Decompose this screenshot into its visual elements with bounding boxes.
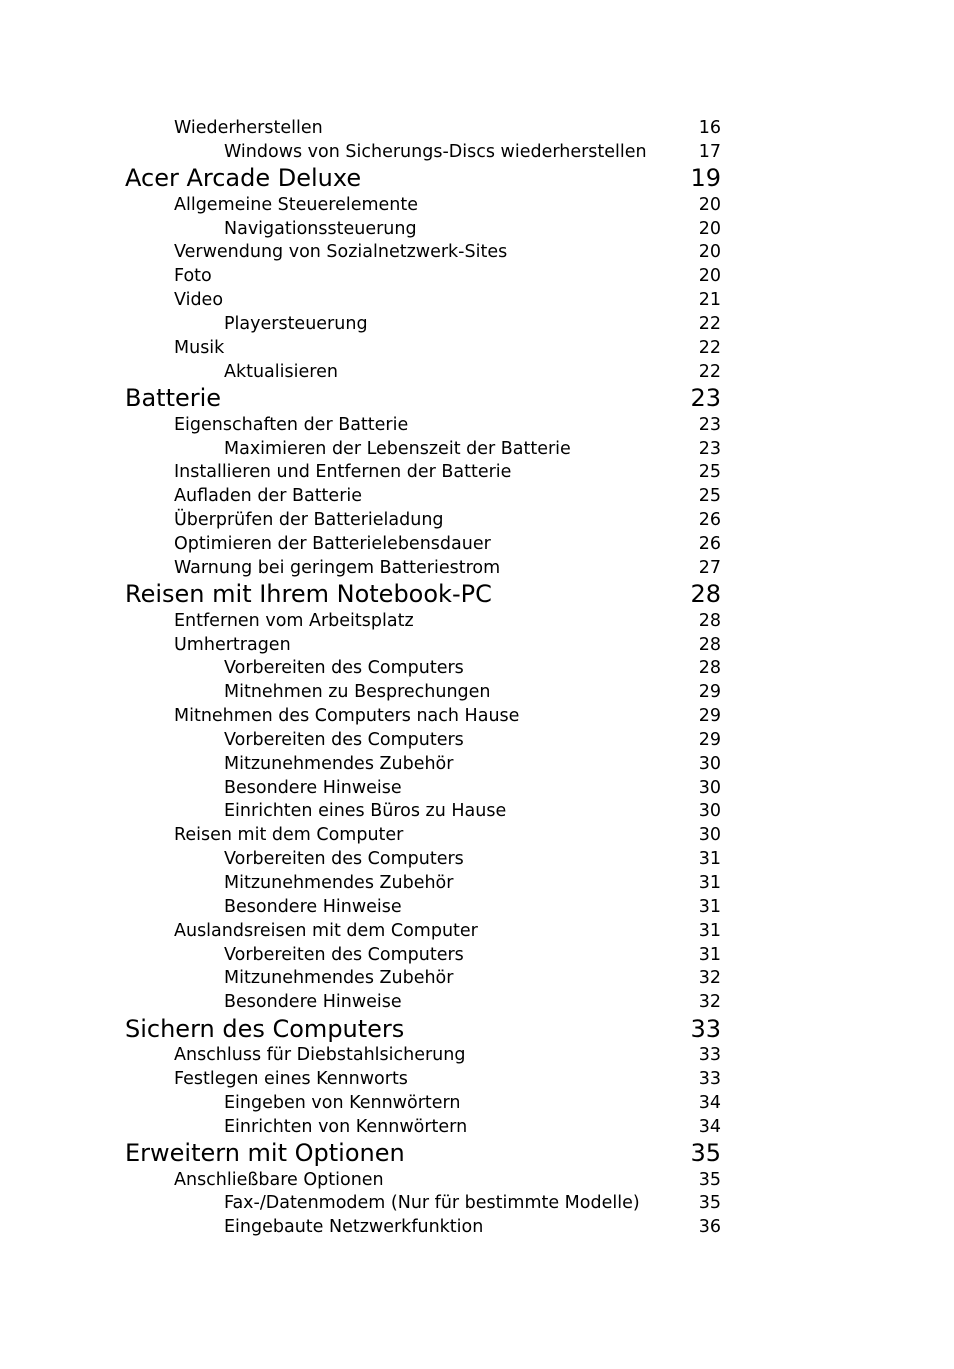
toc-entry-page-number: 34 xyxy=(698,1116,721,1137)
toc-entry-title: Foto xyxy=(174,266,212,287)
toc-entry-page-number: 32 xyxy=(698,992,721,1013)
toc-entry-page-number: 35 xyxy=(690,1139,721,1168)
toc-entry-page-number: 20 xyxy=(698,218,721,239)
toc-entry-title: Auslandsreisen mit dem Computer xyxy=(174,920,478,941)
toc-subsection[interactable] xyxy=(224,141,721,164)
toc-chapter[interactable] xyxy=(125,166,721,194)
toc-entry-page-number: 20 xyxy=(698,194,721,215)
toc-entry-title: Vorbereiten des Computers xyxy=(224,849,464,870)
toc-section[interactable] xyxy=(174,557,721,580)
toc-entry-title: Optimieren der Batterielebensdauer xyxy=(174,533,491,554)
toc-entry-title: Windows von Sicherungs-Discs wiederherstellen xyxy=(224,141,647,162)
toc-section[interactable] xyxy=(174,292,721,312)
toc-chapter[interactable] xyxy=(125,1141,721,1169)
toc-entry-page-number: 26 xyxy=(698,510,721,530)
toc-entry-title: Entfernen vom Arbeitsplatz xyxy=(174,610,414,631)
toc-entry-title: Verwendung von Sozialnetzwerk-Sites xyxy=(174,242,508,263)
toc-entry-title: Eigenschaften der Batterie xyxy=(174,414,409,435)
toc-entry-title: Video xyxy=(174,290,224,311)
toc-section[interactable] xyxy=(174,414,721,437)
toc-entry-title: Besondere Hinweise xyxy=(224,896,402,917)
toc-entry-page-number: 33 xyxy=(690,1014,721,1043)
toc-entry-title: Acer Arcade Deluxe xyxy=(125,164,362,193)
toc-section[interactable] xyxy=(174,120,721,140)
toc-subsection[interactable] xyxy=(224,1092,721,1115)
toc-subsection[interactable] xyxy=(224,944,721,967)
toc-entry-page-number: 25 xyxy=(698,486,721,507)
toc-entry-title: Playersteuerung xyxy=(224,314,368,334)
toc-entry-page-number: 32 xyxy=(698,968,721,989)
toc-entry-title: Vorbereiten des Computers xyxy=(224,944,464,965)
toc-entry-page-number: 31 xyxy=(698,920,721,941)
toc-subsection[interactable] xyxy=(224,218,721,241)
toc-entry-page-number: 31 xyxy=(698,944,721,965)
toc-subsection[interactable] xyxy=(224,1116,721,1139)
toc-subsection[interactable] xyxy=(224,660,721,680)
toc-entry-title: Mitzunehmendes Zubehör xyxy=(224,968,454,989)
toc-entry-page-number: 31 xyxy=(698,896,721,917)
toc-entry-title: Fax-/Datenmodem (Nur für bestimmte Modelle) xyxy=(224,1193,640,1214)
toc-entry-title: Anschluss für Diebstahlsicherung xyxy=(174,1045,466,1066)
toc-entry-title: Wiederherstellen xyxy=(174,118,323,138)
toc-subsection[interactable] xyxy=(224,994,721,1014)
toc-entry-title: Vorbereiten des Computers xyxy=(224,658,464,679)
toc-entry-title: Besondere Hinweise xyxy=(224,992,402,1013)
toc-entry-page-number: 19 xyxy=(690,164,721,193)
toc-entry-page-number: 28 xyxy=(690,580,721,609)
toc-section[interactable] xyxy=(174,512,721,532)
toc-entry-title: Festlegen eines Kennworts xyxy=(174,1069,408,1089)
toc-entry-page-number: 33 xyxy=(698,1045,721,1066)
toc-section[interactable] xyxy=(174,920,721,943)
toc-entry-page-number: 30 xyxy=(698,825,721,846)
toc-subsection[interactable] xyxy=(224,777,721,800)
toc-entry-title: Maximieren der Lebenszeit der Batterie xyxy=(224,438,571,459)
toc-entry-page-number: 30 xyxy=(698,753,721,774)
toc-entry-page-number: 34 xyxy=(698,1092,721,1113)
toc-entry-title: Mitzunehmendes Zubehör xyxy=(224,753,454,774)
toc-section[interactable] xyxy=(174,268,721,288)
toc-entry-title: Reisen mit dem Computer xyxy=(174,825,404,846)
toc-section[interactable] xyxy=(174,533,721,556)
toc-subsection[interactable] xyxy=(224,896,721,919)
toc-entry-title: Reisen mit Ihrem Notebook-PC xyxy=(125,580,492,609)
toc-chapter[interactable] xyxy=(125,386,721,414)
toc-subsection[interactable] xyxy=(224,361,721,384)
toc-section[interactable] xyxy=(174,634,721,657)
toc-entry-page-number: 17 xyxy=(698,141,721,162)
toc-entry-page-number: 35 xyxy=(698,1169,721,1190)
toc-section[interactable] xyxy=(174,488,721,508)
toc-section[interactable] xyxy=(174,337,721,360)
toc-entry-page-number: 28 xyxy=(698,658,721,679)
toc-entry-page-number: 29 xyxy=(698,682,721,703)
toc-entry-title: Vorbereiten des Computers xyxy=(224,729,464,750)
toc-section[interactable] xyxy=(174,1071,721,1091)
toc-entry-title: Warnung bei geringem Batteriestrom xyxy=(174,557,501,578)
toc-entry-title: Erweitern mit Optionen xyxy=(125,1139,405,1168)
toc-subsection[interactable] xyxy=(224,803,721,823)
toc-subsection[interactable] xyxy=(224,753,721,776)
toc-entry-page-number: 31 xyxy=(698,849,721,870)
toc-entry-title: Batterie xyxy=(125,384,222,413)
toc-entry-page-number: 20 xyxy=(698,266,721,287)
toc-subsection[interactable] xyxy=(224,851,721,871)
toc-entry-title: Aufladen der Batterie xyxy=(174,486,363,507)
toc-entry-title: Umhertragen xyxy=(174,634,291,655)
toc-entry-page-number: 31 xyxy=(698,873,721,893)
toc-entry-page-number: 22 xyxy=(698,361,721,382)
toc-section[interactable] xyxy=(174,708,721,728)
toc-entry-page-number: 26 xyxy=(698,533,721,554)
toc-subsection[interactable] xyxy=(224,729,721,752)
toc-subsection[interactable] xyxy=(224,438,721,461)
toc-entry-title: Eingebaute Netzwerkfunktion xyxy=(224,1217,484,1238)
toc-section[interactable] xyxy=(174,244,721,264)
toc-subsection[interactable] xyxy=(224,1219,721,1239)
toc-entry-title: Navigationssteuerung xyxy=(224,218,417,239)
toc-entry-page-number: 27 xyxy=(698,557,721,578)
toc-chapter[interactable] xyxy=(125,1014,721,1045)
toc-entry-title: Besondere Hinweise xyxy=(224,777,402,798)
toc-entry-page-number: 23 xyxy=(690,384,721,413)
toc-entry-page-number: 29 xyxy=(698,706,721,726)
toc-entry-title: Aktualisieren xyxy=(224,361,338,382)
toc-section[interactable] xyxy=(174,610,721,633)
toc-entry-title: Musik xyxy=(174,337,225,358)
toc-entry-page-number: 28 xyxy=(698,634,721,655)
toc-entry-title: Einrichten eines Büros zu Hause xyxy=(224,801,507,822)
toc-section[interactable] xyxy=(174,194,721,217)
toc-entry-page-number: 36 xyxy=(698,1217,721,1238)
toc-subsection[interactable] xyxy=(224,875,721,895)
toc-entry-title: Mitzunehmendes Zubehör xyxy=(224,873,454,893)
toc-entry-title: Installieren und Entfernen der Batterie xyxy=(174,462,512,483)
toc-entry-title: Eingeben von Kennwörtern xyxy=(224,1092,461,1113)
toc-subsection[interactable] xyxy=(224,1195,721,1215)
toc-subsection[interactable] xyxy=(224,970,721,990)
toc-entry-title: Sichern des Computers xyxy=(125,1014,405,1043)
toc-entry-page-number: 22 xyxy=(698,337,721,358)
toc-entry-title: Mitnehmen des Computers nach Hause xyxy=(174,706,520,726)
toc-entry-page-number: 25 xyxy=(698,462,721,483)
toc-entry-page-number: 16 xyxy=(698,118,721,138)
toc-entry-title: Anschließbare Optionen xyxy=(174,1169,384,1190)
toc-entry-page-number: 21 xyxy=(698,290,721,311)
toc-chapter[interactable] xyxy=(125,582,721,610)
toc-subsection[interactable] xyxy=(224,316,721,336)
toc-entry-page-number: 23 xyxy=(698,438,721,459)
toc-entry-page-number: 20 xyxy=(698,242,721,263)
toc-entry-page-number: 35 xyxy=(698,1193,721,1214)
toc-entry-page-number: 33 xyxy=(698,1069,721,1089)
toc-entry-page-number: 29 xyxy=(698,729,721,750)
toc-entry-page-number: 23 xyxy=(698,414,721,435)
toc-section[interactable] xyxy=(174,1047,721,1067)
toc-section[interactable] xyxy=(174,1169,721,1192)
toc-entry-title: Allgemeine Steuerelemente xyxy=(174,194,419,215)
toc-entry-page-number: 30 xyxy=(698,801,721,822)
toc-entry-page-number: 28 xyxy=(698,610,721,631)
toc-section[interactable] xyxy=(174,827,721,847)
toc-entry-title: Einrichten von Kennwörtern xyxy=(224,1116,468,1137)
toc-section[interactable] xyxy=(174,464,721,484)
toc-entry-title: Überprüfen der Batterieladung xyxy=(174,510,444,530)
toc-subsection[interactable] xyxy=(224,684,721,704)
toc-entry-title: Mitnehmen zu Besprechungen xyxy=(224,682,491,703)
toc-entry-page-number: 30 xyxy=(698,777,721,798)
toc-entry-page-number: 22 xyxy=(698,314,721,334)
